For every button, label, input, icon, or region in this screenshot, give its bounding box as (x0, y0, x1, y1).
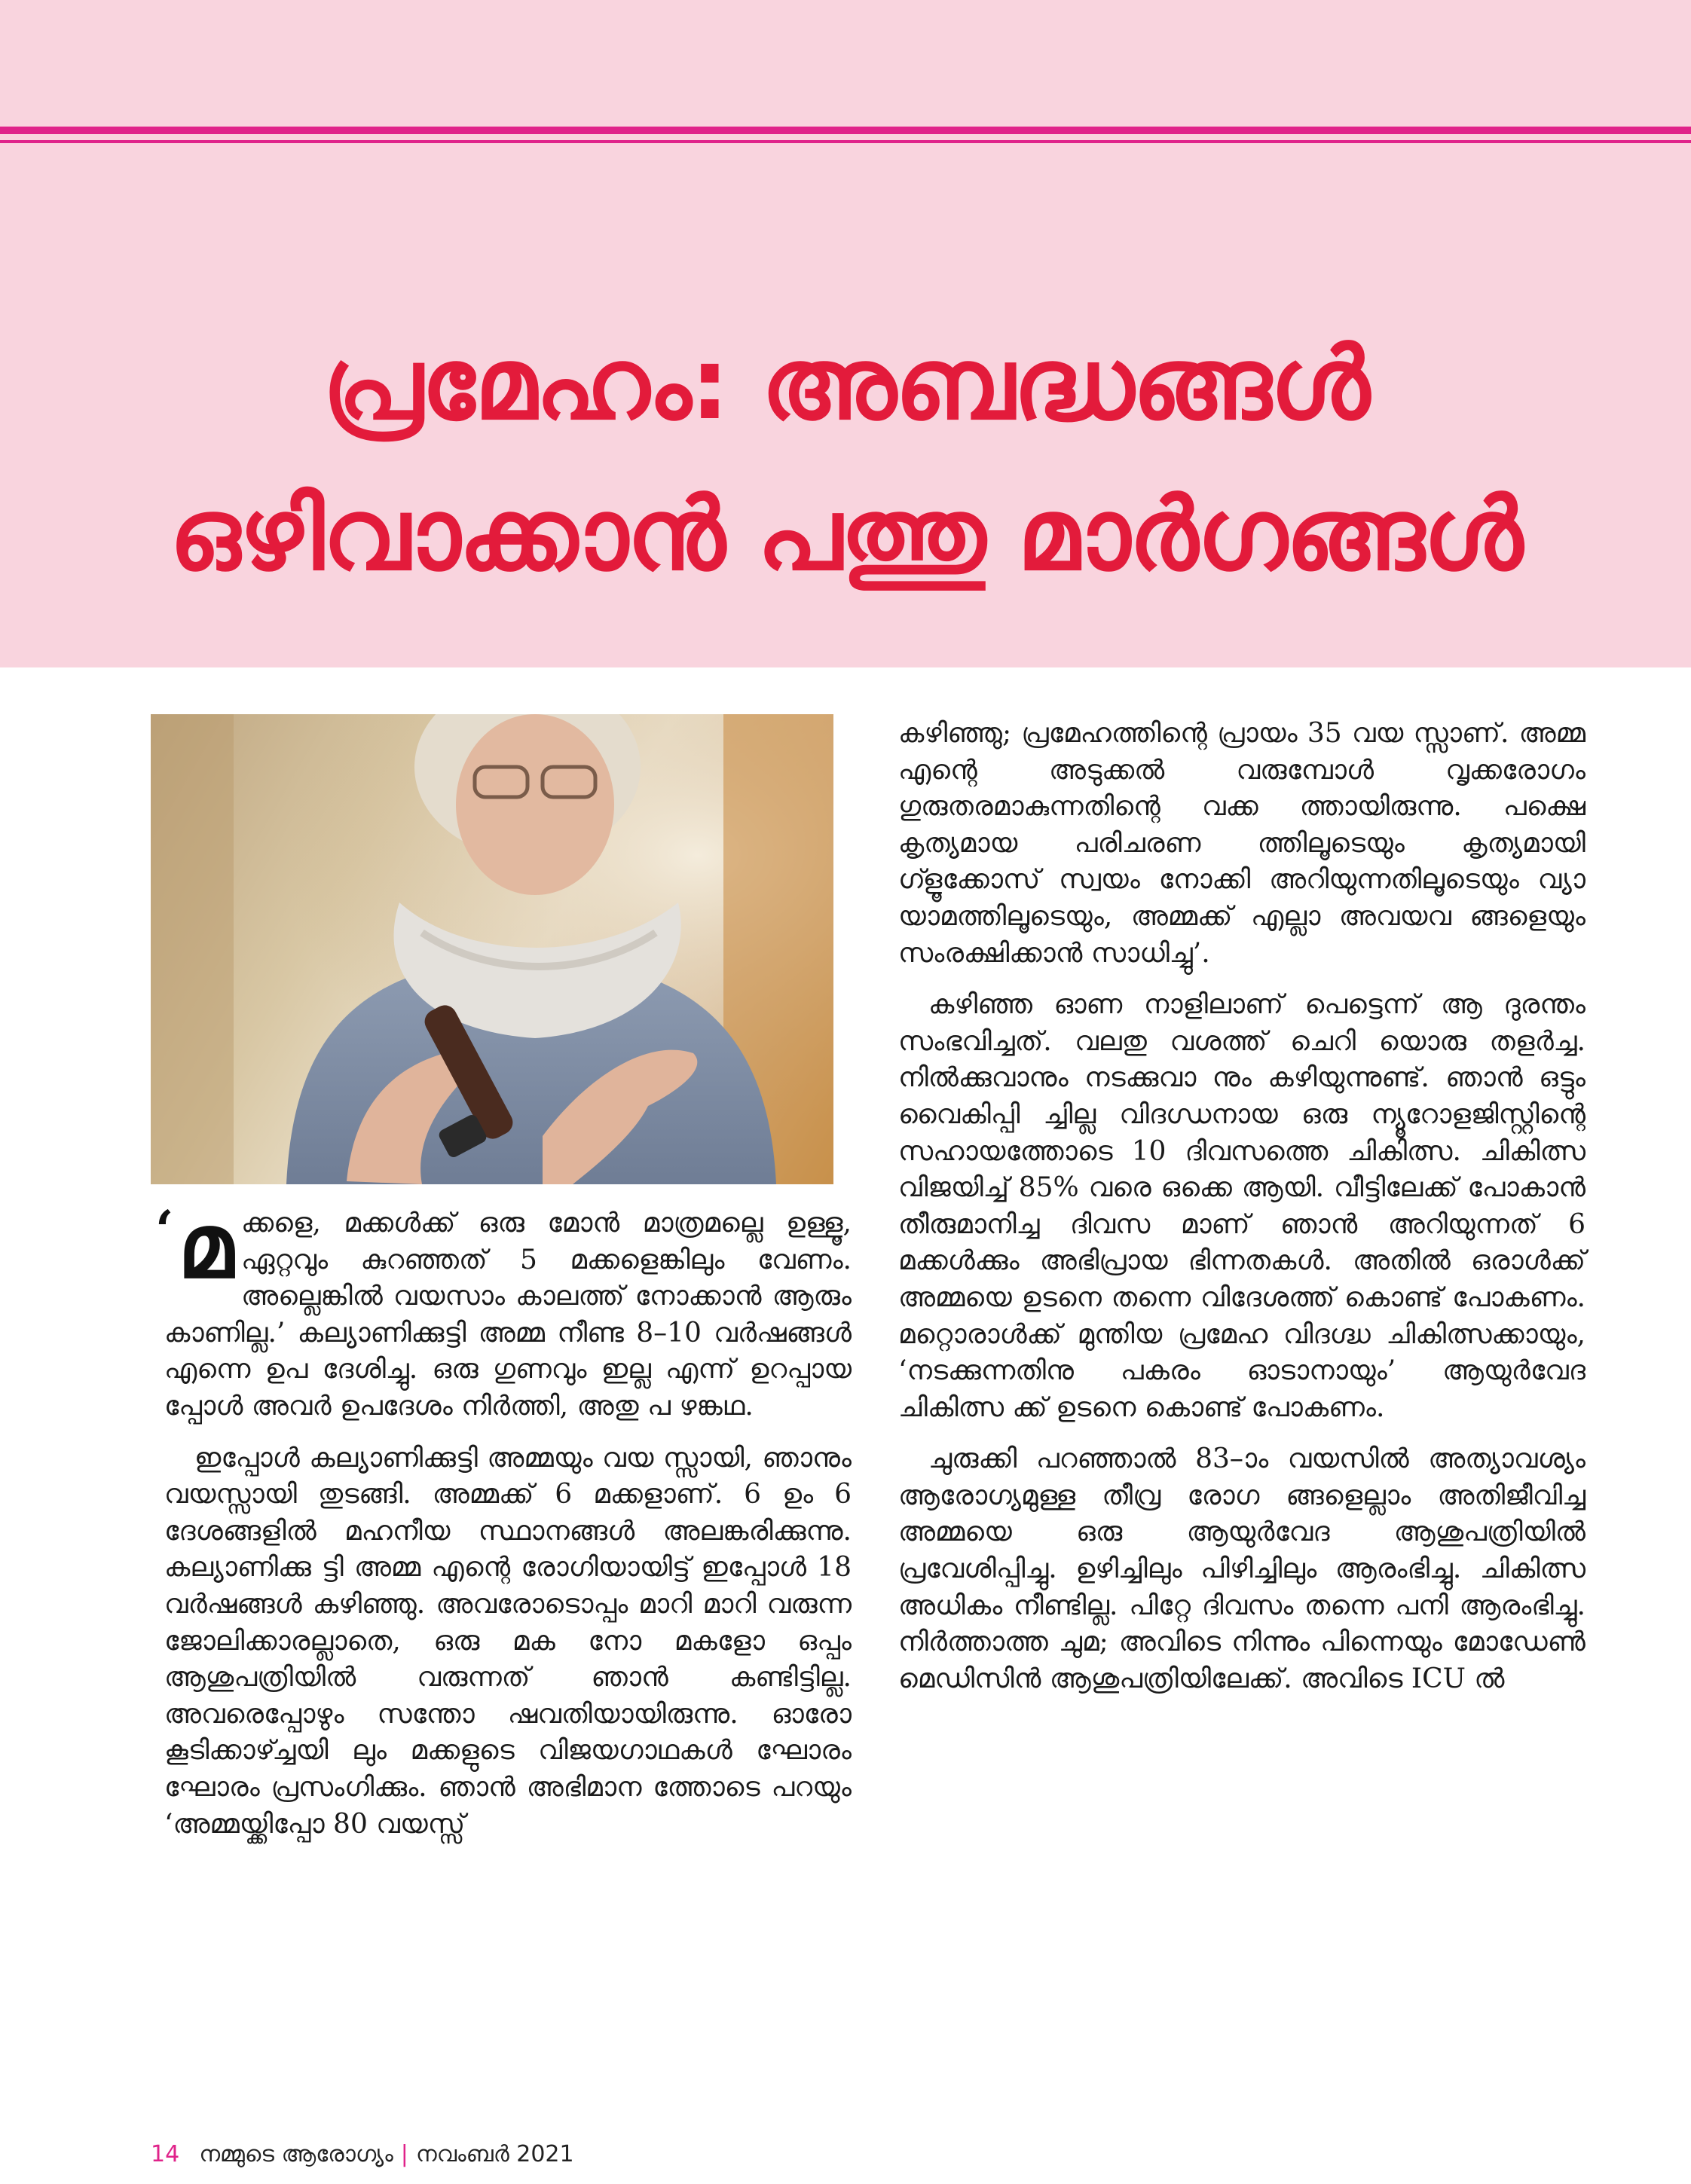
right-paragraph-3: ചുരുക്കി പറഞ്ഞാൽ 83–ാം വയസിൽ അത്യാവശ്യം ആരോഗ്യമുള്ള തീവ്ര രോഗ ങ്ങളെല്ലാം അതിജീവിച്ച അമ്മയെ ഒരു ആയുർവേദ ആശുപത്രിയിൽ പ്രവേശിപ്പിച്ചു. ഉഴിച്ചിലും പിഴിച്ചിലും ആരംഭിച്ചു. ചികിത്സ അധികം നീണ്ടില്ല. പിറ്റേ ദിവസം തന്നെ പനി ആരംഭിച്ചു. നിർത്താത്ത ചുമ; അവിടെ നിന്നും പിന്നെയും മോഡേൺ മെഡിസിൻ ആശുപത്രിയിലേക്ക്. അവിടെ ICU ൽ (898, 1443, 1586, 1694)
article-photo (151, 714, 833, 1184)
header-rule-thin (0, 140, 1691, 143)
footer-separator: | (400, 2141, 408, 2167)
article-title (0, 309, 1691, 610)
left-paragraph-1-text: ക്കളെ, മക്കൾക്ക് ഒരു മോൻ മാത്രമല്ലെ ഉള്ളൂ, ഏറ്റവും കുറഞ്ഞത് 5 മക്കളെങ്കിലും വേണം. അല്ലെങ്കിൽ വയസാം കാലത്ത് നോക്കാൻ ആരും കാണില്ല.’ കല്യാണിക്കുട്ടി അമ്മ നീണ്ട 8–10 വർഷങ്ങൾ എന്നെ ഉപ ദേശിച്ചു. ഒരു ഗുണവും ഇല്ല എന്ന് ഉറപ്പായ പ്പോൾ അവർ ഉപദേശം നിർത്തി, അതു പ ഴങ്കഥ. (164, 1208, 852, 1422)
drop-cap: മ (178, 1193, 234, 1298)
right-column (898, 716, 1586, 1697)
title-line-2: ഒഴിവാക്കാൻ പത്തു മാർഗങ്ങൾ (169, 477, 1522, 593)
right-paragraph-2: കഴിഞ്ഞ ഓണ നാളിലാണ് പെട്ടെന്ന് ആ ദുരന്തം സംഭവിച്ചത്. വലതു വശത്ത് ചെറി യൊരു തളർച്ച. നിൽക്കുവാനും നടക്കുവാ നും കഴിയുന്നുണ്ട്. ഞാൻ ഒട്ടും വൈകിപ്പി ച്ചില്ല വിദഗ്ധനായ ഒരു ന്യൂറോളജിസ്റ്റിന്റെ സഹായത്തോടെ 10 ദിവസത്തെ ചികിത്സ. ചികിത്സ വിജയിച്ച് 85% വരെ ഒക്കെ ആയി. വീട്ടിലേക്ക് പോകാൻ തീരുമാനിച്ച ദിവസ മാണ് ഞാൻ അറിയുന്നത് 6 മക്കൾക്കും അഭിപ്രായ ഭിന്നതകൾ. അതിൽ ഒരാൾക്ക് അമ്മയെ ഉടനെ തന്നെ വിദേശത്ത് കൊണ്ട് പോകണം. മറ്റൊരാൾക്ക് മുന്തിയ പ്രമേഹ വിദഗ്ദ്ധ ചികിത്സക്കായും, ‘നടക്കുന്നതിനു പകരം ഓടാനായും’ ആയുർവേദ ചികിത്സ ക്ക് ഉടനെ കൊണ്ട് പോകണം. (898, 989, 1586, 1423)
opening-quote-mark: ‘ (155, 1199, 174, 1261)
page-footer (151, 2140, 574, 2170)
right-paragraph-1: കഴിഞ്ഞു; പ്രമേഹത്തിന്റെ പ്രായം 35 വയ സ്സാണ്. അമ്മ എന്റെ അടുക്കൽ വരുമ്പോൾ വൃക്കരോഗം ഗുരുതരമാകുന്നതിന്റെ വക്ക ത്തായിരുന്നു. പക്ഷെ കൃത്യമായ പരിചരണ ത്തിലൂടെയും കൃത്യമായി ഗ്ളൂക്കോസ് സ്വയം നോക്കി അറിയുന്നതിലൂടെയും വ്യാ യാമത്തിലൂടെയും, അമ്മക്ക് എല്ലാ അവയവ ങ്ങളെയും സംരക്ഷിക്കാൻ സാധിച്ചു’. (898, 718, 1586, 969)
issue-date: നവംബർ 2021 (415, 2141, 574, 2167)
left-column (164, 1193, 852, 1843)
woman-testing-blood-glucose-photo (151, 714, 833, 1184)
header-rule-thick (0, 127, 1691, 134)
left-paragraph-1 (164, 1193, 852, 1425)
magazine-name: നമ്മുടെ ആരോഗ്യം (199, 2141, 393, 2167)
left-paragraph-2: ഇപ്പോൾ കല്യാണിക്കുട്ടി അമ്മയും വയ സ്സായി, ഞാനും വയസ്സായി തുടങ്ങി. അമ്മക്ക് 6 മക്കളാണ്. 6 ഉം 6 ദേശങ്ങളിൽ മഹനീയ സ്ഥാനങ്ങൾ അലങ്കരിക്കുന്നു. കല്യാണിക്കു ട്ടി അമ്മ എന്റെ രോഗിയായിട്ട് ഇപ്പോൾ 18 വർഷങ്ങൾ കഴിഞ്ഞു. അവരോടൊപ്പം മാറി മാറി വരുന്ന ജോലിക്കാരല്ലാതെ, ഒരു മക നോ മകളോ ഒപ്പം ആശുപത്രിയിൽ വരുന്നത് ഞാൻ കണ്ടിട്ടില്ല. അവരെപ്പോഴും സന്തോ ഷവതിയായിരുന്നു. ഓരോ കൂടിക്കാഴ്ച്ചയി ലും മക്കളുടെ വിജയഗാഥകൾ ഘോരം ഘോരം പ്രസംഗിക്കും. ഞാൻ അഭിമാന ത്തോടെ പറയും ‘അമ്മയ്ക്കിപ്പോ 80 വയസ്സ് (164, 1442, 852, 1840)
page-number: 14 (151, 2141, 180, 2167)
title-line-1: പ്രമേഹം: അബദ്ധങ്ങൾ (323, 326, 1368, 442)
